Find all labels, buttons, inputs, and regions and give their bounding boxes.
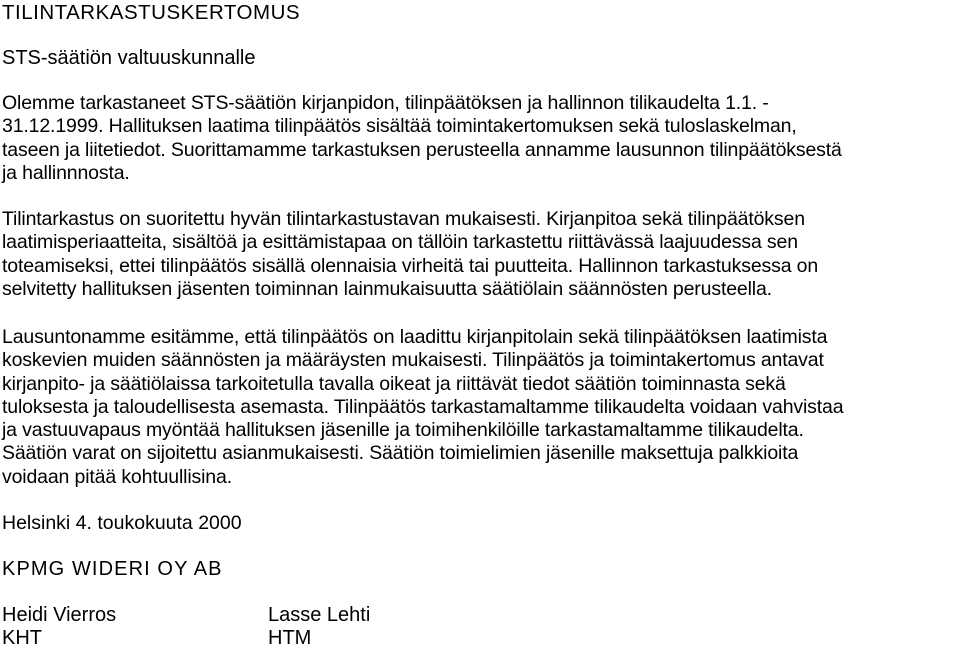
paragraph-line: tuloksesta ja taloudellisesta asemasta. Tilinpäätös tarkastamaltamme tilikaudelta voidaan vahvistaa [2, 395, 844, 418]
paragraph-line: taseen ja liitetiedot. Suorittamamme tarkastuksen perusteella annamme lausunnon tilinpäätöksestä [2, 138, 842, 161]
paragraph-audit-scope [2, 92, 842, 185]
paragraph-line: selvitetty hallituksen jäsenten toiminnan lainmukaisuutta säätiölain säännösten perusteella. [2, 277, 772, 300]
signer-title: KHT [2, 627, 42, 649]
paragraph-line: Olemme tarkastaneet STS-säätiön kirjanpidon, tilinpäätöksen ja hallinnon tilikaudelta 1.1. - [2, 92, 769, 114]
paragraph-line: voidaan pitää kohtuullisina. [2, 465, 232, 488]
addressee: STS-säätiön valtuuskunnalle [2, 47, 256, 69]
signer-title: HTM [268, 627, 312, 649]
paragraph-statement [2, 326, 843, 489]
paragraph-audit-method [2, 208, 818, 301]
paragraph-line: koskevien muiden säännösten ja määräysten mukaisesti. Tilinpäätös ja toimintakertomus antavat [2, 349, 824, 372]
paragraph-line: kirjanpito- ja säätiölaissa tarkoitetulla tavalla oikeat ja riittävät tiedot säätiön toiminnasta sekä [2, 372, 786, 395]
paragraph-line: Lausuntonamme esitämme, että tilinpäätös on laadittu kirjanpitolain sekä tilinpäätöksen laatimista [2, 326, 828, 348]
signer-block [268, 604, 370, 650]
audit-firm-name: KPMG WIDERI OY AB [2, 558, 223, 580]
place-and-date: Helsinki 4. toukokuuta 2000 [2, 512, 242, 534]
paragraph-line: Tilintarkastus on suoritettu hyvän tilintarkastustavan mukaisesti. Kirjanpitoa sekä tilinpäätöksen [2, 208, 805, 230]
paragraph-line: 31.12.1999. Hallituksen laatima tilinpäätös sisältää toimintakertomuksen sekä tuloslaskelman, [2, 115, 797, 138]
signer-name: Lasse Lehti [268, 604, 371, 626]
paragraph-line: Säätiön varat on sijoitettu asianmukaisesti. Säätiön toimielimien jäsenille maksettuja palkkioita [2, 442, 799, 465]
signer-block [2, 604, 116, 650]
paragraph-line: laatimisperiaatteita, sisältöä ja esittämistapaa on tällöin tarkastettu riittävässä laajuudessa sen [2, 231, 798, 254]
paragraph-line: ja vastuuvapaus myöntää hallituksen jäsenille ja toimihenkilöille tarkastamaltamme tilikaudelta. [2, 419, 804, 442]
document-title: TILINTARKASTUSKERTOMUS [2, 1, 301, 24]
paragraph-line: ja hallinnnosta. [2, 161, 130, 184]
signer-name: Heidi Vierros [2, 604, 117, 626]
paragraph-line: toteamiseksi, ettei tilinpäätös sisällä olennaisia virheitä tai puutteita. Hallinnon tarkastuksessa on [2, 254, 819, 277]
